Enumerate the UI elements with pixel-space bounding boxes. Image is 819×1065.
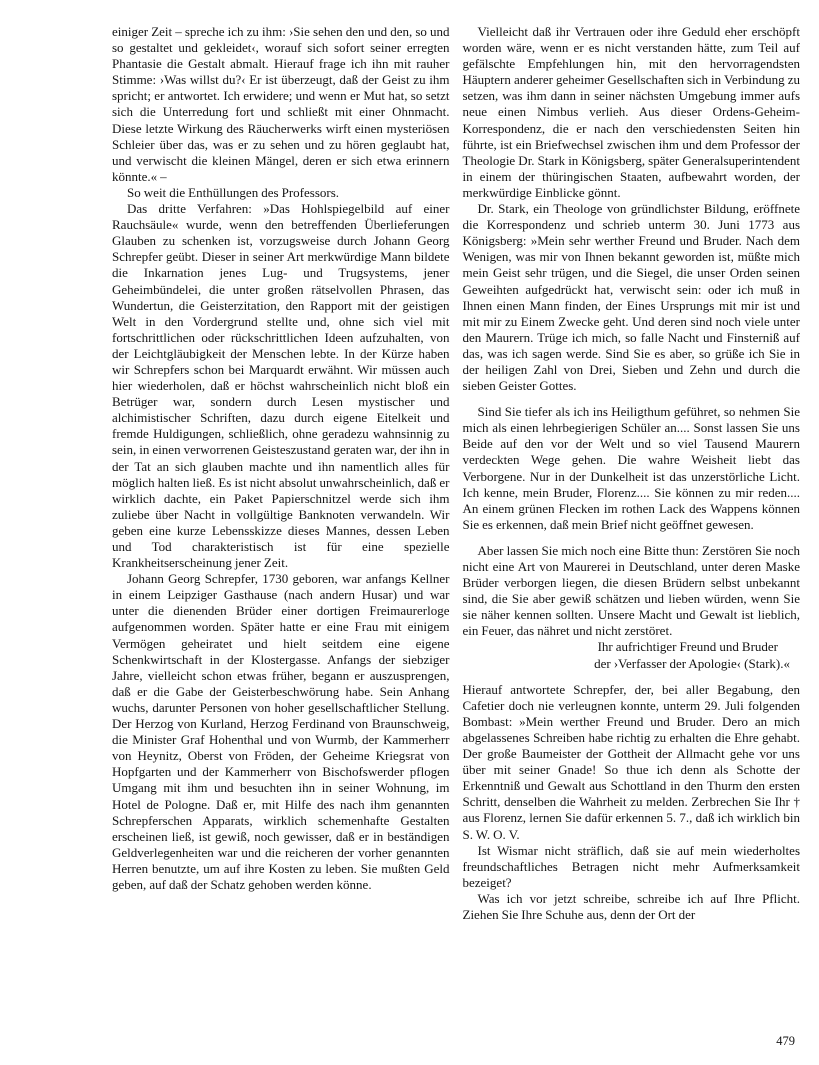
paragraph: Sind Sie tiefer als ich ins Heiligthum geführet, so nehmen Sie mich als einen lehrbegierigen Schüler an.... Sonst lassen Sie uns Beide auf den vor der Welt und so viel Tausend Maurern verdeckten Wege gehen. Die wahre Weisheit liebt das Verborgene. Nur in der Dunkelheit ist das unzerstörliche Licht. Ich kenne, mein Bruder, Florenz.... Sie können zu mir reden.... An einem grünen Flecken im rothen Lack des Wappens können Sie es erkennen, daß mein Brief nicht geöffnet gewesen. [462, 404, 800, 532]
paragraph-continuation: einiger Zeit – spreche ich zu ihm: ›Sie sehen den und den, so und so gestaltet und gekleidet‹, worauf sich sofort seiner erregten Phantasie die Gestalt abmalt. Hierauf frage ich ihn mit rauher Stimme: ›Was willst du?‹ Er ist überzeugt, daß der Geist zu ihm spricht; er antwortet. Ich erwidere; und wenn er Mut hat, so setzt sich die Unterredung fort und schließt mit einer Ohnmacht. Diese letzte Wirkung des Räucherwerks wirft einen mysteriösen Schleier über das, was er zu sehen und zu hören geglaubt hat, und verwischt die kleinen Mängel, deren er sich etwa erinnern könnte.« – [112, 24, 450, 184]
paragraph: Aber lassen Sie mich noch eine Bitte thun: Zerstören Sie noch nicht eine Art von Maurerei in Deutschland, unter deren Maske Brüder verborgen liegen, die diesen Brüdern selbst unbekannt sind, die Sie aber gewiß schätzen und lieben würden, wenn Sie sie näher kennen sollten. Unsere Macht und Gewalt ist lieblich, ein Feuer, das nähret und nicht zerstöret. [462, 542, 800, 639]
letter-signature-line: Ihr aufrichtiger Freund und Bruder [597, 639, 778, 655]
letter-signature-line: der ›Verfasser der Apologie‹ (Stark).« [594, 655, 790, 671]
left-column [112, 24, 450, 893]
right-column [463, 24, 801, 923]
two-column-text-layout [112, 24, 800, 923]
paragraph: Was ich vor jetzt schreibe, schreibe ich auf Ihre Pflicht. Ziehen Sie Ihre Schuhe aus, denn der Ort der [462, 890, 800, 922]
paragraph: Das dritte Verfahren: »Das Hohlspiegelbild auf einer Rauchsäule« wurde, wenn den betreffenden Überlieferungen Glauben zu schenken ist, vorzugsweise durch Johann Georg Schrepfer geübt. Dieser in seiner Art merkwürdige Mann bildete die Inkarnation jenes Lug- und Trugsystems, jener Geheimbündelei, die unter großen rätselvollen Phrasen, das Wundertun, die Geisterzitation, den Rapport mit der geistigen Welt in den Vordergrund stellte und, ohne sich viel mit fortschrittlichen oder rückschrittlichen Ideen aufzuhalten, von der Leichtgläubigkeit der Menschen lebte. In der Kürze haben wir Schrepfers schon bei Marquardt erwähnt. Wir müssen auch hier wiederholen, daß er höchst wahrscheinlich nicht bloß ein Betrüger war, sondern durch Lesen mystischer und alchimistischer Schriften, dazu durch eigene Eitelkeit und fremde Huldigungen, schließlich, ohne geradezu wahnsinnig zu sein, in einen verworrenen Geisteszustand geraten war, der ihn in der Tat an sich glauben machte und ihn namentlich alles für möglich halten ließ. Es ist nicht absolut unwahrscheinlich, daß er wirklich dachte, ein Paket Papierschnitzel werde sich ihm zuliebe über Nacht in vollgültige Banknoten verwandeln. Wir geben eine kurze Lebensskizze dieses Mannes, dessen Leben und Tod charakteristisch ist für eine spezielle Krankheitserscheinung jener Zeit. [112, 201, 450, 571]
paragraph: Ist Wismar nicht sträflich, daß sie auf mein wiederholtes freundschaftliches Betragen nicht mehr Aufmerksamkeit bezeiget? [462, 842, 800, 890]
paragraph: So weit die Enthüllungen des Professors. [127, 184, 340, 200]
paragraph: Vielleicht daß ihr Vertrauen oder ihre Geduld eher erschöpft worden wäre, wenn er es nicht verstanden hätte, zum Teil auf gefälschte Empfehlungen hin, mit den hervorragendsten Häuptern anderer geheimer Gesellschaften sich in Verbindung zu setzen, was ihm dann in seiner nächsten Umgebung immer aufs neue einen Nimbus verlieh. Aus dieser Ordens-Geheim-Korrespondenz, die er nach den verschiedensten Seiten hin führte, ist ein Briefwechsel zwischen ihm und dem Professor der Theologie Dr. Stark in Königsberg, später Generalsuperintendent in einem der thüringischen Staaten, aufbewahrt worden, der merkwürdige Einblicke gönnt. [462, 24, 800, 200]
paragraph: Dr. Stark, ein Theologe von gründlichster Bildung, eröffnete die Korrespondenz und schrieb unterm 30. Juni 1773 aus Königsberg: »Mein sehr werther Freund und Bruder. Nach dem Wenigen, was mir von Ihnen bekannt geworden ist, müßte mich mein Geist sehr trügen, und die Siegel, die unser Orden seinen Geweihten aufgedrückt hat, verwischt sein: oder ich muß in Ihnen einen Mann finden, der Eines Ursprungs mit mir ist und mit mir zu Einem Zwecke geht. Und deren sind noch viele unter den Maurern. Trüge ich mich, so falle Nacht und Finsterniß auf das, was ich sagen werde. Sind Sie es aber, so grüße ich Sie in der heiligen Zahl von Drei, Sieben und Zehn und durch die sieben Geister Gottes. [462, 201, 800, 394]
page-number: 479 [776, 1034, 795, 1048]
paragraph: Johann Georg Schrepfer, 1730 geboren, war anfangs Kellner in einem Leipziger Gasthause (nach andern Husar) und war unter die dienenden Brüder einer dortigen Freimaurerloge aufgenommen worden. Später hatte er eine Frau mit einigem Vermögen geheiratet und hielt seitdem eine eigene Schenkwirtschaft in der Klostergasse. Anfangs der siebziger Jahre, vielleicht schon etwas früher, begann er auszusprengen, daß er die Gabe der Geisterbeschwörung habe. Sein Anhang wuchs, darunter Personen von hoher gesellschaftlicher Stellung. Der Herzog von Kurland, Herzog Ferdinand von Braunschweig, die Minister Graf Hohenthal und von Wurmb, der Kammerherr von Heynitz, Oberst von Fröden, der Geheime Kriegsrat von Hopfgarten und der Kammerherr von Bischofswerder pflogen Umgang mit ihm und besuchten ihn in seiner Wohnung, im Hotel de Pologne. Daß er, mit Hilfe des nach ihm genannten Schrepferschen Apparats, wirklich schemenhafte Gestalten erscheinen ließ, ist gewiß, noch gewisser, daß er in beständigen Geldverlegenheiten war und die reicheren der vorher genannten Herren benutzte, um auf ihre Kosten zu leben. Sie mußten Geld geben, auf daß der Schatz gehoben werden könne. [112, 571, 450, 892]
paragraph: Hierauf antwortete Schrepfer, der, bei aller Begabung, den Cafetier doch nie verleugnen konnte, unterm 29. Juli folgenden Bombast: »Mein werther Freund und Bruder. Dero an mich abgelassenes Schreiben habe richtig zu erhalten die Ehre gehabt. Der große Baumeister der Gottheit der Allmacht gehe vor uns über mit seiner Gnade! So thue ich denn als Schotte der Erkenntniß und Gewalt aus Schottland in den Thurm den ersten Schritt, denselben die Wahrheit zu melden. Zerbrechen Sie Ihr † aus Florenz, lernen Sie dafür erkennen 5. 7., daß ich wirklich bin S. W. O. V. [462, 681, 800, 842]
